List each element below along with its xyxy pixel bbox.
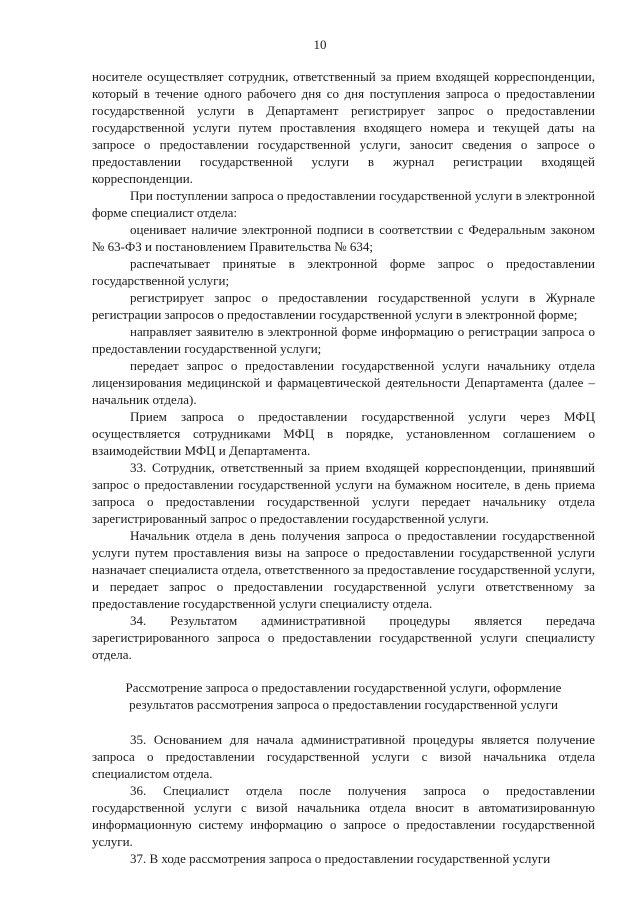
paragraph: 35. Основанием для начала административной процедуры является получение запроса о предоставлении государственной услуги с визой начальника отдела специалистом отдела.	[92, 732, 595, 781]
paragraph: 36. Специалист отдела после получения запроса о предоставлении государственной услуги с визой начальника отдела вносит в автоматизированную информационную систему информацию о запросе о предоставлении государственной услуги.	[92, 783, 595, 849]
paragraph: распечатывает принятые в электронной форме запрос о предоставлении государственной услуги;	[92, 256, 595, 288]
paragraph: носителе осуществляет сотрудник, ответственный за прием входящей корреспонденции, который в течение одного рабочего дня со дня поступления запроса о предоставлении государственной услуги в Департамент регистрирует запрос о предоставлении государственной услуги путем проставления входящего номера и текущей даты на запросе о предоставлении государственной услуги, заносит сведения о запросе о предоставлении государственной услуги в журнал регистрации входящей корреспонденции.	[92, 69, 595, 186]
paragraph: оценивает наличие электронной подписи в соответствии с Федеральным законом № 63-ФЗ и постановлением Правительства № 634;	[92, 222, 595, 254]
page-number: 10	[313, 37, 327, 52]
paragraph: направляет заявителю в электронной форме информацию о регистрации запроса о предоставлении государственной услуги;	[92, 324, 595, 356]
paragraph: Прием запроса о предоставлении государственной услуги через МФЦ осуществляется сотрудниками МФЦ в порядке, установленном соглашением о взаимодействии МФЦ и Департамента.	[92, 409, 595, 458]
paragraph: При поступлении запроса о предоставлении государственной услуги в электронной форме специалист отдела:	[92, 188, 595, 220]
paragraph: регистрирует запрос о предоставлении государственной услуги в Журнале регистрации запросов о предоставлении государственной услуги в электронной форме;	[92, 290, 595, 322]
paragraph: 33. Сотрудник, ответственный за прием входящей корреспонденции, принявший запрос о предоставлении государственной услуги на бумажном носителе, в день приема запроса о предоставлении государственной услуги передает начальнику отдела зарегистрированный запрос о предоставлении государственной услуги.	[92, 460, 595, 526]
document-body	[92, 68, 595, 867]
paragraph: 34. Результатом административной процедуры является передача зарегистрированного запроса о предоставлении государственной услуги специалисту отдела.	[92, 613, 595, 662]
paragraph: передает запрос о предоставлении государственной услуги начальнику отдела лицензирования медицинской и фармацевтической деятельности Департамента (далее – начальник отдела).	[92, 358, 595, 407]
section-heading: Рассмотрение запроса о предоставлении государственной услуги, оформление результатов рассмотрения запроса о предоставлении государственной услуги	[125, 680, 562, 712]
paragraph: 37. В ходе рассмотрения запроса о предоставлении государственной услуги	[130, 851, 551, 866]
paragraph: Начальник отдела в день получения запроса о предоставлении государственной услуги путем проставления визы на запросе о предоставлении государственной услуги назначает специалиста отдела, ответственного за предоставление государственной услуги, и передает запрос о предоставлении государственной услуги ответственному за предоставление государственной услуги специалисту отдела.	[92, 528, 595, 611]
